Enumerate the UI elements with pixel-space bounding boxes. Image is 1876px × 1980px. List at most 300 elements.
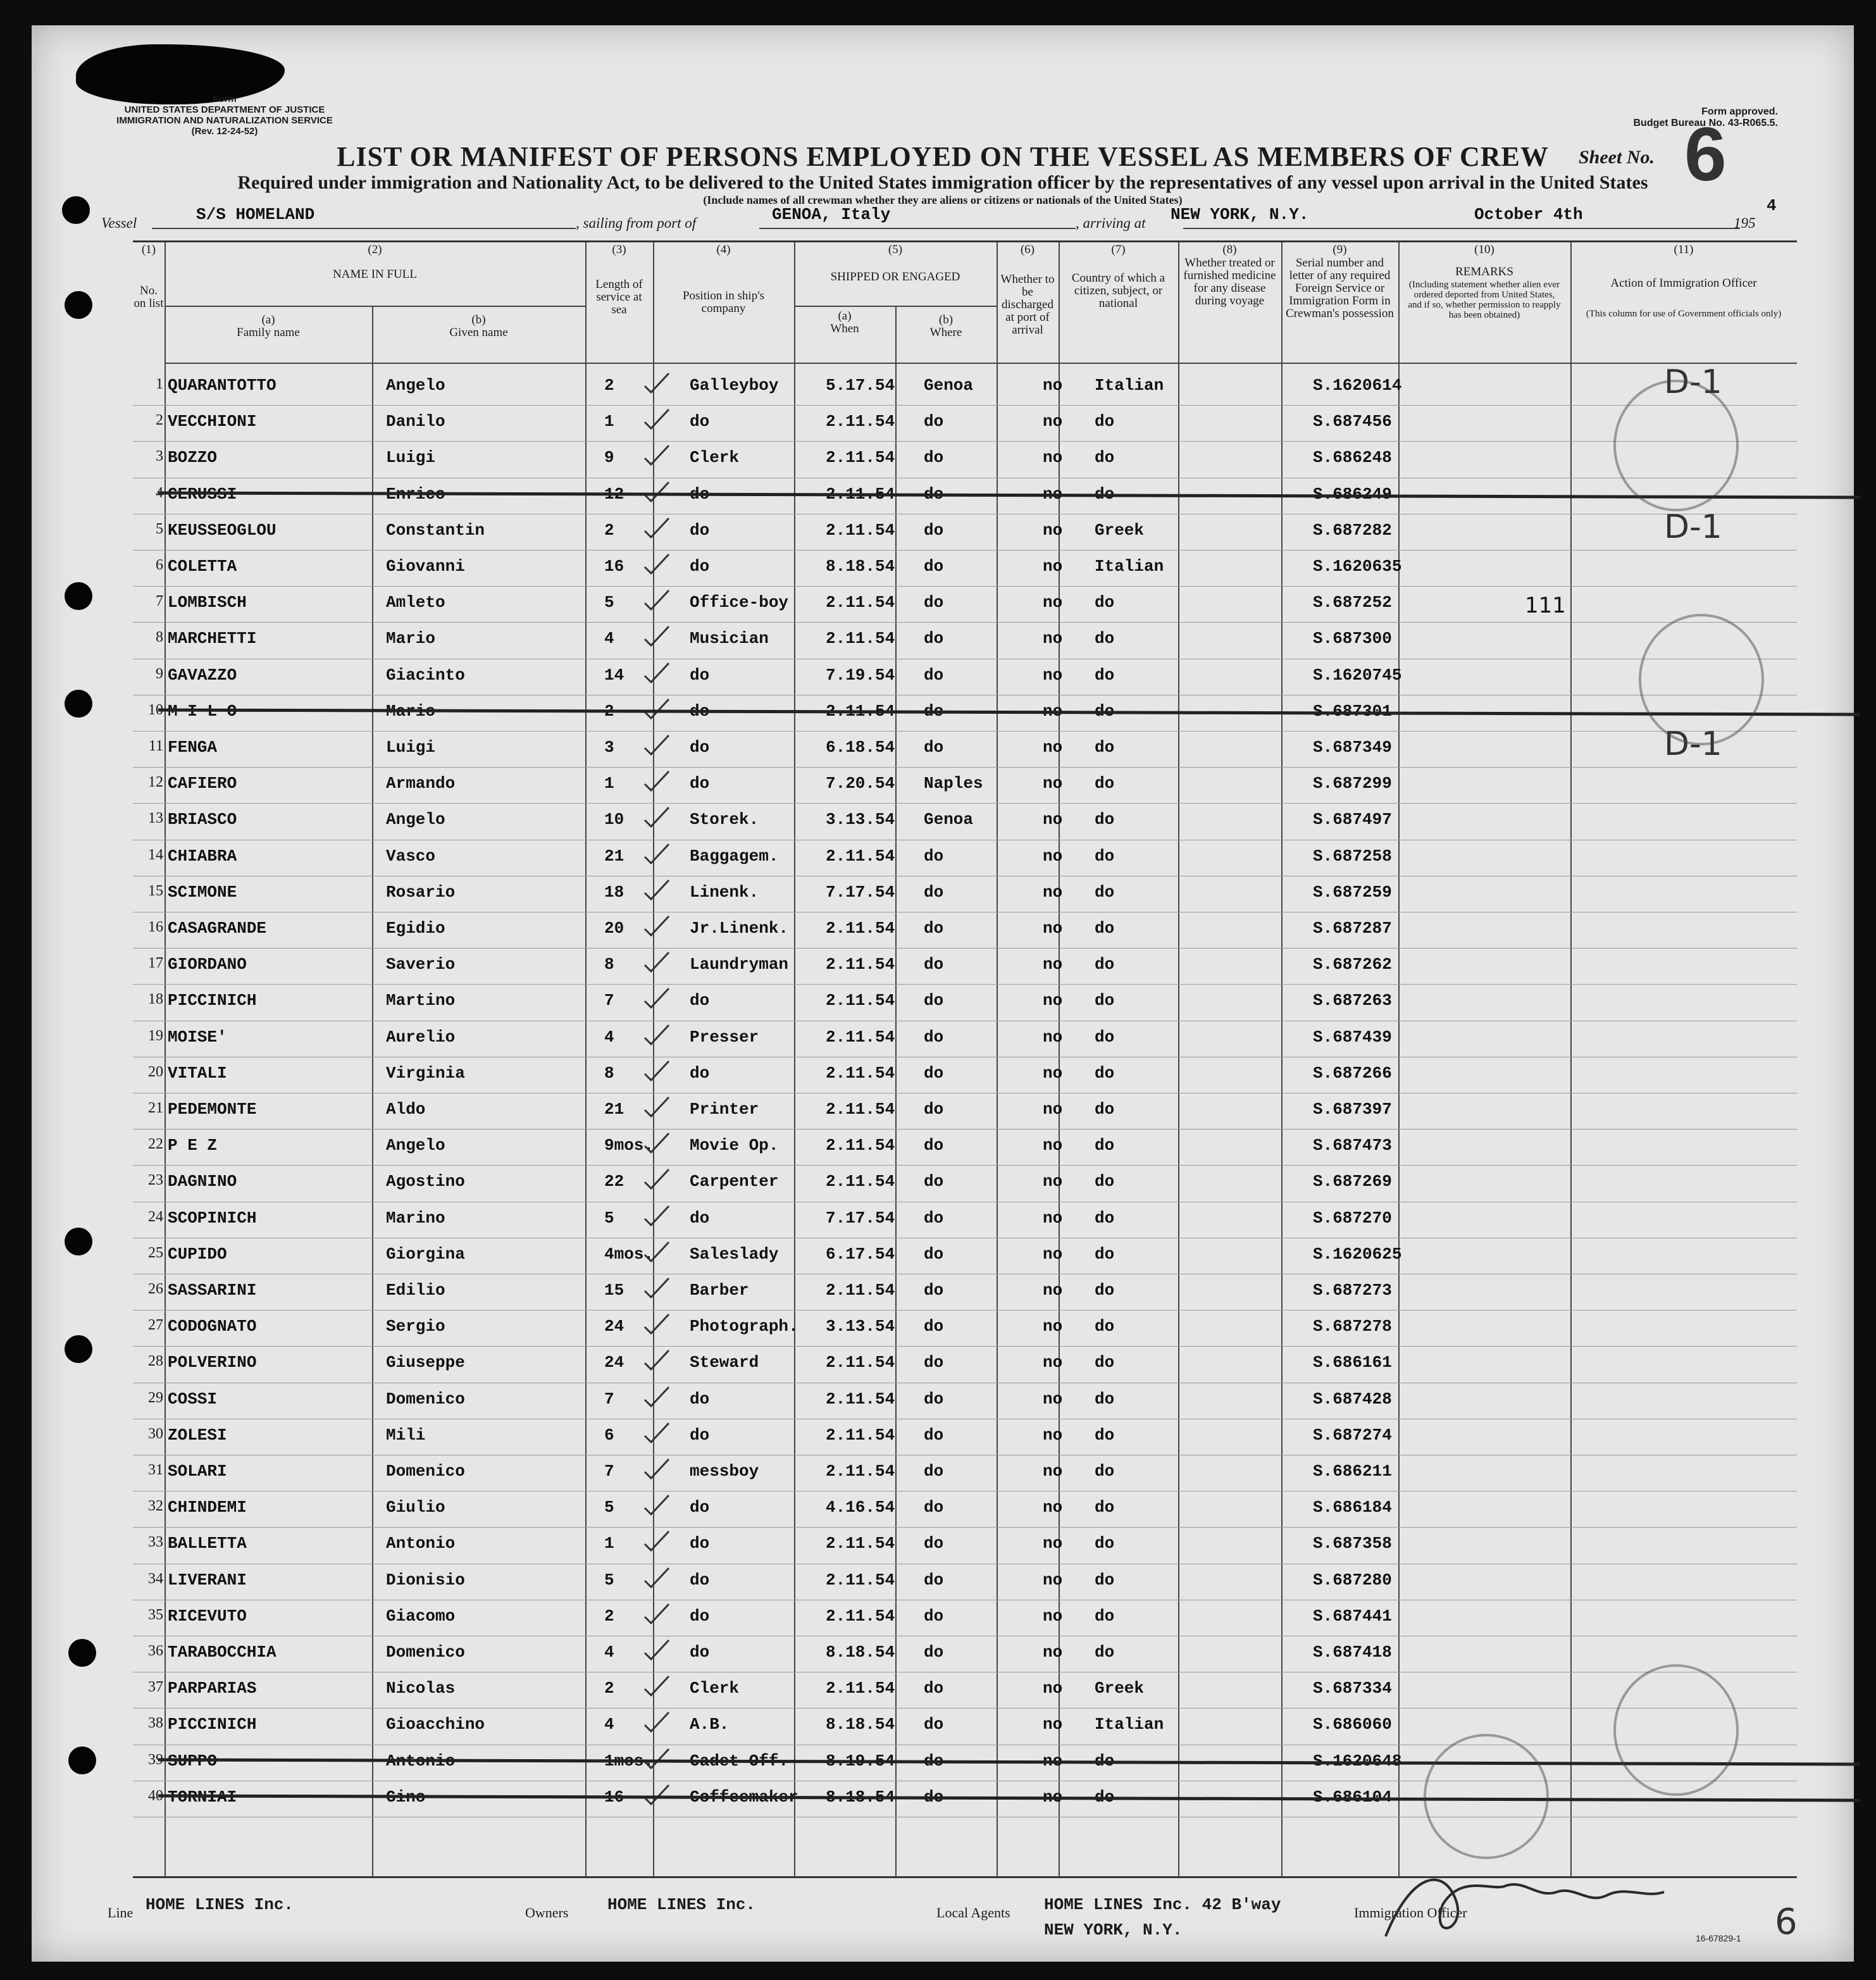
row-number: 8 [156,629,163,646]
cell-family: P E Z [168,1136,218,1155]
cell-service: 4mos. [604,1244,654,1264]
row-number: 1 [156,376,163,392]
cell-position: do [690,1389,710,1409]
col1-number: (1) [141,243,156,256]
cell-family: TORNIAI [168,1787,237,1807]
cell-when: 2.11.54 [826,484,895,504]
cell-given: Giovanni [386,557,465,576]
col-divider [1178,242,1179,1876]
check-mark-icon [642,843,671,866]
cell-serial: S.687349 [1313,738,1392,757]
cell-service: 4 [604,1643,614,1662]
row-rule [133,767,1797,768]
form-department-block [92,94,357,137]
departure-port: GENOA, Italy [772,205,891,224]
cell-serial: S.687259 [1313,882,1392,902]
cell-serial: S.687278 [1313,1317,1392,1336]
cell-where: do [924,1100,944,1119]
cell-family: BALLETTA [168,1534,247,1553]
cell-where: do [924,1715,944,1734]
check-mark-icon [642,1060,671,1083]
check-mark-icon [642,1458,671,1481]
cell-where: do [924,484,944,504]
cell-given: Martino [386,991,456,1011]
cell-serial: S.687287 [1313,919,1392,938]
cell-service: 1mos. [604,1751,654,1771]
cell-position: Storek. [690,810,759,830]
officer-signature [1373,1860,1677,1949]
cell-given: Mario [386,629,436,649]
cell-country: do [1095,810,1115,830]
row-number: 6 [156,557,163,573]
cell-position: Printer [690,1100,759,1119]
row-rule [133,405,1797,406]
cell-serial: S.687252 [1313,593,1392,613]
cell-position: do [690,1498,710,1517]
cell-country: do [1095,412,1115,432]
cell-family: QUARANTOTTO [168,376,276,395]
cell-when: 7.17.54 [826,882,895,902]
row-number: 18 [148,991,163,1008]
cell-given: Luigi [386,448,436,468]
cell-serial: S.687262 [1313,955,1392,974]
check-mark-icon [642,1675,671,1698]
cell-when: 2.11.54 [826,1172,895,1192]
cell-family: ZOLESI [168,1425,227,1445]
row-number: 3 [156,448,163,465]
col3-header: Length of service at sea [595,278,643,316]
cell-when: 2.11.54 [826,1534,895,1553]
row-number: 34 [148,1570,163,1587]
cell-country: do [1095,701,1115,721]
cell-country: do [1095,846,1115,866]
cell-family: CERUSSI [168,484,237,504]
cell-where: do [924,593,944,613]
cell-service: 16 [604,1787,624,1807]
vessel-label: Vessel [101,215,137,231]
row-rule [133,803,1797,804]
row-number: 20 [148,1063,163,1080]
cell-family: VITALI [168,1063,227,1083]
col11-header: Action of Immigration Officer [1610,277,1757,290]
check-mark-icon [642,987,671,1010]
cell-service: 2 [604,1606,614,1626]
row-number: 22 [148,1136,163,1153]
cell-serial: S.1620635 [1313,557,1402,576]
cell-serial: S.687273 [1313,1281,1392,1300]
cell-service: 2 [604,376,614,395]
cell-where: do [924,738,944,757]
cell-where: do [924,1172,944,1192]
cell-service: 5 [604,593,614,613]
cell-position: Photograph. [690,1317,798,1336]
cell-discharged: no [1043,738,1063,757]
cell-family: PICCINICH [168,991,257,1011]
cell-position: Galleyboy [690,376,779,395]
cell-position: Linenk. [690,882,759,902]
local-agents-value: HOME LINES Inc. 42 B'way [1044,1895,1281,1914]
cell-service: 5 [604,1570,614,1590]
row-rule [133,1129,1797,1130]
cell-position: do [690,1063,710,1083]
arrival-underline [1183,228,1740,229]
cell-where: do [924,1425,944,1445]
arrival-port: NEW YORK, N.Y. [1171,205,1309,224]
cell-given: Enrico [386,484,445,504]
check-mark-icon [642,915,671,938]
cell-when: 2.11.54 [826,1100,895,1119]
cell-service: 7 [604,991,614,1011]
cell-country: do [1095,1281,1115,1300]
cell-when: 2.11.54 [826,1281,895,1300]
row-number: 5 [156,520,163,537]
cell-position: Laundryman [690,955,789,974]
check-mark-icon [642,589,671,612]
cell-serial: S.687274 [1313,1425,1392,1445]
cell-position: do [690,774,710,794]
cell-serial: S.686248 [1313,448,1392,468]
cell-action: D-1 [1664,363,1722,401]
col10-number: (10) [1474,243,1494,256]
cell-family: COLETTA [168,557,237,576]
cell-where: do [924,1208,944,1228]
check-mark-icon [642,1132,671,1155]
cell-position: A.B. [690,1715,730,1734]
cell-service: 24 [604,1353,624,1373]
cell-country: Greek [1095,1679,1145,1698]
cell-family: COSSI [168,1389,218,1409]
cell-family: FENGA [168,738,218,757]
check-mark-icon [642,372,671,395]
cell-given: Antonio [386,1534,456,1553]
check-mark-icon [642,734,671,757]
row-number: 28 [148,1353,163,1370]
row-number: 19 [148,1027,163,1044]
cell-country: do [1095,1570,1115,1590]
cell-country: Greek [1095,520,1145,540]
cell-given: Agostino [386,1172,465,1192]
cell-family: LIVERANI [168,1570,247,1590]
cell-discharged: no [1043,484,1063,504]
cell-position: Clerk [690,448,740,468]
cell-family: VECCHIONI [168,412,257,432]
cell-discharged: no [1043,1100,1063,1119]
header-bottom-rule [165,363,1797,364]
cell-position: do [690,557,710,576]
cell-discharged: no [1043,520,1063,540]
cell-where: do [924,1462,944,1481]
cell-service: 16 [604,557,624,576]
check-mark-icon [642,1711,671,1734]
cell-serial: S.1620625 [1313,1244,1402,1264]
col-divider [895,306,897,1876]
col11-note: (This column for use of Government officials only) [1586,309,1782,319]
cell-service: 7 [604,1389,614,1409]
col5a-header: When [830,322,859,335]
row-number: 40 [148,1787,163,1804]
cell-family: KEUSSEOGLOU [168,520,276,540]
cell-where: do [924,448,944,468]
row-rule [133,1527,1797,1528]
cell-serial: S.687428 [1313,1389,1392,1409]
cell-discharged: no [1043,846,1063,866]
service-name: IMMIGRATION AND NATURALIZATION SERVICE [116,115,333,126]
cell-when: 7.19.54 [826,665,895,685]
cell-country: do [1095,593,1115,613]
row-number: 17 [148,955,163,972]
cell-serial: S.687441 [1313,1606,1392,1626]
cell-where: do [924,1570,944,1590]
row-number: 37 [148,1679,163,1696]
arriving-label: , arriving at [1076,215,1146,231]
cell-family: CHIABRA [168,846,237,866]
cell-where: do [924,882,944,902]
cell-serial: S.687282 [1313,520,1392,540]
cell-serial: S.686211 [1313,1462,1392,1481]
punch-hole [65,1335,92,1363]
check-mark-icon [642,1530,671,1553]
cell-serial: S.687280 [1313,1570,1392,1590]
check-mark-icon [642,1277,671,1300]
col2b-header: Given name [449,326,508,339]
check-mark-icon [642,1096,671,1119]
cell-serial: S.687418 [1313,1643,1392,1662]
cell-country: do [1095,665,1115,685]
cell-service: 2 [604,701,614,721]
vessel-name: S/S HOMELAND [196,205,315,224]
cell-family: RICEVUTO [168,1606,247,1626]
inspection-stamp [1613,1664,1739,1796]
cell-given: Gino [386,1787,426,1807]
cell-where: do [924,1027,944,1047]
cell-where: do [924,1606,944,1626]
row-rule [133,1346,1797,1347]
cell-family: PEDEMONTE [168,1100,257,1119]
col4-header: Position in ship's company [682,289,765,315]
cell-serial: S.686104 [1313,1787,1392,1807]
cell-serial: S.1620745 [1313,665,1402,685]
cell-country: do [1095,1643,1115,1662]
cell-family: SCIMONE [168,882,237,902]
col9-header: Serial number and letter of any required Foreign Service or Immigration Form in Crewman's possession [1286,256,1394,320]
cell-service: 2 [604,520,614,540]
line-label: Line [108,1905,134,1921]
cell-discharged: no [1043,1606,1063,1626]
cell-when: 2.11.54 [826,701,895,721]
row-number: 32 [148,1498,163,1515]
inspection-stamp [1613,380,1739,511]
cell-country: do [1095,484,1115,504]
cell-given: Domenico [386,1389,465,1409]
cell-discharged: no [1043,665,1063,685]
cell-position: do [690,1643,710,1662]
cell-where: Genoa [924,810,974,830]
cell-service: 1 [604,412,614,432]
cell-discharged: no [1043,1317,1063,1336]
cell-where: do [924,1787,944,1807]
row-number: 13 [148,810,163,827]
cell-serial: S.1620614 [1313,376,1402,395]
col5a-letter: (a) [838,309,852,323]
col2a-letter: (a) [261,313,275,327]
cell-service: 8 [604,1063,614,1083]
cell-serial: S.687334 [1313,1679,1392,1698]
col8-header: Whether treated or furnished medicine for any disease during voyage [1183,256,1276,308]
cell-service: 22 [604,1172,624,1192]
cell-discharged: no [1043,1244,1063,1264]
cell-country: do [1095,1462,1115,1481]
cell-given: Angelo [386,376,445,395]
row-number: 10 [148,701,163,718]
cell-country: do [1095,629,1115,649]
cell-where: Naples [924,774,983,794]
cell-when: 2.11.54 [826,448,895,468]
form-label: Form [213,94,237,104]
cell-discharged: no [1043,593,1063,613]
cell-position: do [690,701,710,721]
cell-discharged: no [1043,810,1063,830]
cell-service: 7 [604,1462,614,1481]
check-mark-icon [642,1024,671,1047]
row-number: 29 [148,1389,163,1406]
cell-family: PARPARIAS [168,1679,257,1698]
form-number: 16-67829-1 [1696,1933,1741,1943]
cell-service: 20 [604,919,624,938]
cell-family: TARABOCCHIA [168,1643,276,1662]
col5b-letter: (b) [938,313,954,327]
cell-serial: S.687269 [1313,1172,1392,1192]
cell-serial: S.687263 [1313,991,1392,1011]
cell-given: Amleto [386,593,445,613]
cell-country: do [1095,1244,1115,1264]
check-mark-icon [642,1349,671,1372]
cell-serial: S.687497 [1313,810,1392,830]
cell-when: 2.11.54 [826,1462,895,1481]
cell-given: Nicolas [386,1679,456,1698]
cell-country: do [1095,1136,1115,1155]
check-mark-icon [642,1386,671,1409]
cell-position: Carpenter [690,1172,779,1192]
crew-table [133,240,1797,1878]
cell-position: do [690,1534,710,1553]
col1-header: No. on list [134,284,164,310]
check-mark-icon [642,1241,671,1264]
cell-position: Steward [690,1353,759,1373]
cell-when: 8.19.54 [826,1751,895,1771]
row-number: 21 [148,1100,163,1116]
cell-given: Antonio [386,1751,456,1771]
cell-country: do [1095,1172,1115,1192]
cell-when: 2.11.54 [826,520,895,540]
cell-given: Mili [386,1425,426,1445]
cell-discharged: no [1043,1787,1063,1807]
cell-serial: S.687301 [1313,701,1392,721]
check-mark-icon [642,1422,671,1445]
cell-discharged: no [1043,919,1063,938]
check-mark-icon [642,770,671,793]
cell-discharged: no [1043,1027,1063,1047]
cell-family: LOMBISCH [168,593,247,613]
cell-position: do [690,665,710,685]
cell-serial: S.686060 [1313,1715,1392,1734]
cell-action: D-1 [1664,725,1722,763]
col2b-letter: (b) [471,313,486,327]
col4-number: (4) [716,243,731,256]
cell-position: messboy [690,1462,759,1481]
cell-position: Baggagem. [690,846,779,866]
cell-service: 5 [604,1208,614,1228]
cell-country: do [1095,1425,1115,1445]
col3-number: (3) [612,243,626,256]
punch-hole [62,196,90,224]
cell-discharged: no [1043,774,1063,794]
check-mark-icon [642,517,671,540]
inspection-stamp [1424,1734,1549,1859]
cell-family: SUPPO [168,1751,218,1771]
cell-given: Armando [386,774,456,794]
cell-discharged: no [1043,1136,1063,1155]
cell-position: Coffeemaker [690,1787,798,1807]
manifest-sheet [32,25,1854,1962]
row-number: 26 [148,1281,163,1297]
row-number: 14 [148,846,163,863]
cell-country: do [1095,774,1115,794]
cell-service: 5 [604,1498,614,1517]
check-mark-icon [642,1168,671,1191]
cell-position: do [690,991,710,1011]
shipped-subhead-rule [794,306,997,307]
cell-country: do [1095,738,1115,757]
cell-position: Presser [690,1027,759,1047]
cell-where: do [924,1136,944,1155]
cell-discharged: no [1043,991,1063,1011]
cell-when: 8.18.54 [826,1643,895,1662]
form-approved: Form approved. [1701,106,1778,117]
cell-country: do [1095,1787,1115,1807]
cell-service: 14 [604,665,624,685]
cell-discharged: no [1043,882,1063,902]
sheet-number: 6 [1684,112,1727,197]
cell-position: Musician [690,629,769,649]
col2a-header: Family name [237,326,300,339]
punch-hole [68,1639,96,1667]
cell-where: do [924,1679,944,1698]
cell-position: do [690,1606,710,1626]
cell-discharged: no [1043,1389,1063,1409]
cell-discharged: no [1043,1534,1063,1553]
cell-serial: S.687358 [1313,1534,1392,1553]
cell-discharged: no [1043,955,1063,974]
cell-position: do [690,412,710,432]
cell-when: 7.17.54 [826,1208,895,1228]
cell-family: MOISE' [168,1027,227,1047]
cell-family: PICCINICH [168,1715,257,1734]
cell-where: do [924,1353,944,1373]
col-divider [997,242,998,1876]
cell-serial: S.687266 [1313,1063,1392,1083]
cell-when: 2.11.54 [826,1136,895,1155]
row-number: 23 [148,1172,163,1189]
punch-hole [65,690,92,718]
cell-given: Giorgina [386,1244,465,1264]
col-divider [1281,242,1283,1876]
col7-header: Country of which a citizen, subject, or national [1071,271,1165,310]
cell-where: do [924,665,944,685]
punch-hole [65,582,92,610]
cell-family: GIORDANO [168,955,247,974]
check-mark-icon [642,1603,671,1626]
cell-where: do [924,846,944,866]
